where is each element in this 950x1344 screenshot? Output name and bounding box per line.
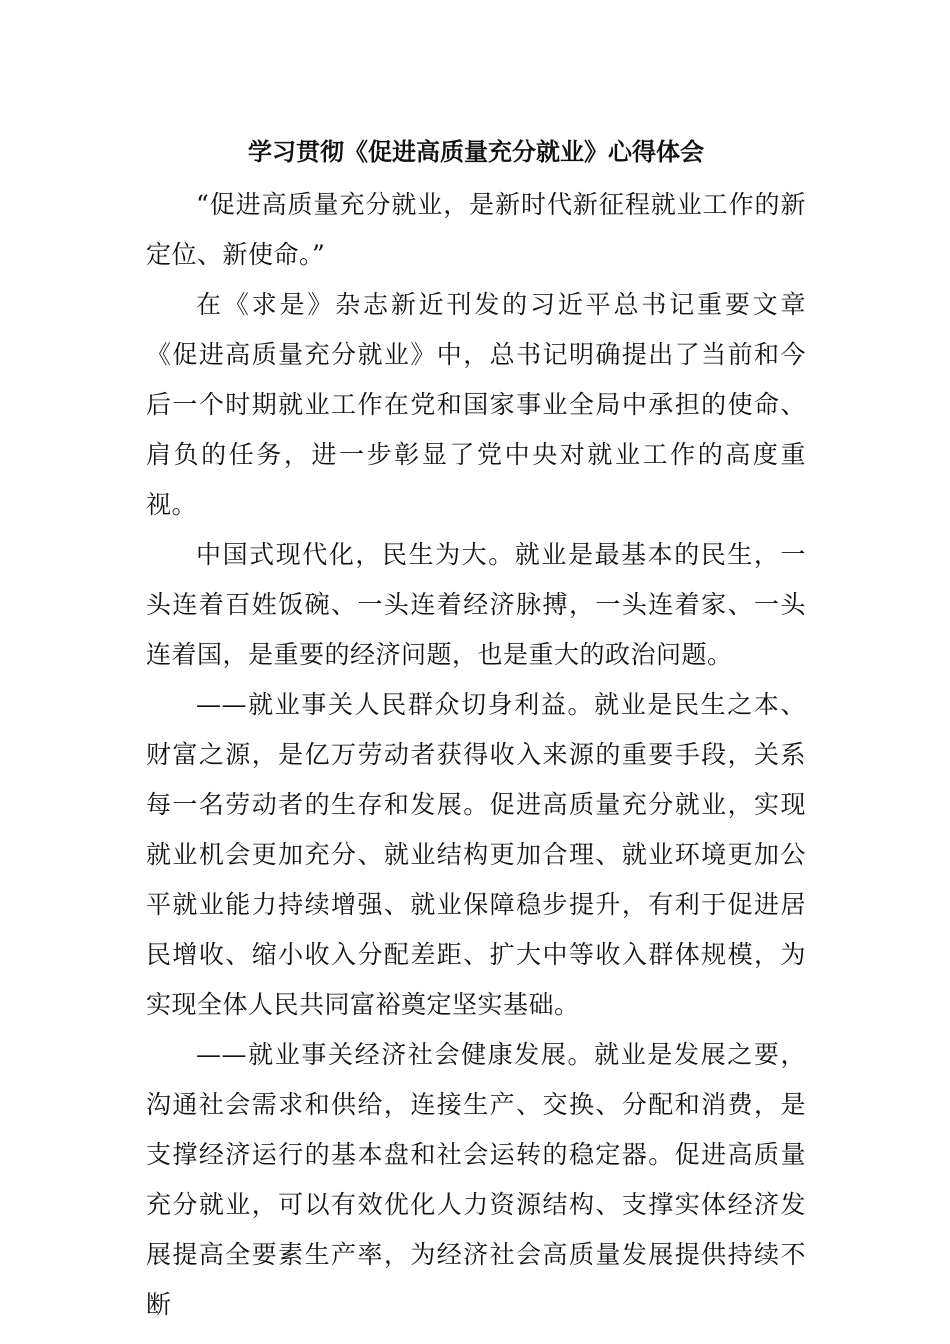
paragraph-livelihood: 中国式现代化，民生为大。就业是最基本的民生，一头连着百姓饭碗、一头连着经济脉搏，一头连着家、一头连着国，是重要的经济问题，也是重大的政治问题。 (146, 540, 806, 669)
paragraph-qiushi-article: 在《求是》杂志新近刊发的习近平总书记重要文章《促进高质量充分就业》中，总书记明确提出了当前和今后一个时期就业工作在党和国家事业全局中承担的使命、肩负的任务，进一步彰显了党中央对就业工作的高度重视。 (146, 290, 806, 519)
paragraph-quote: “促进高质量充分就业，是新时代新征程就业工作的新定位、新使命。” (146, 190, 806, 269)
paragraph-economic-development: ——就业事关经济社会健康发展。就业是发展之要，沟通社会需求和供给，连接生产、交换、分配和消费，是支撑经济运行的基本盘和社会运转的稳定器。促进高质量充分就业，可以有效优化人力资源结构、支撑实体经济发展提高全要素生产率，为经济社会高质量发展提供持续不断 (146, 1040, 806, 1319)
document-body (146, 130, 806, 1330)
paragraph-people-interests: ——就业事关人民群众切身利益。就业是民生之本、财富之源，是亿万劳动者获得收入来源的重要手段，关系每一名劳动者的生存和发展。促进高质量充分就业，实现就业机会更加充分、就业结构更加合理、就业环境更加公平就业能力持续增强、就业保障稳步提升，有利于促进居民增收、缩小收入分配差距、扩大中等收入群体规模，为实现全体人民共同富裕奠定坚实基础。 (146, 690, 806, 1019)
document-title: 学习贯彻《促进高质量充分就业》心得体会 (248, 137, 704, 166)
